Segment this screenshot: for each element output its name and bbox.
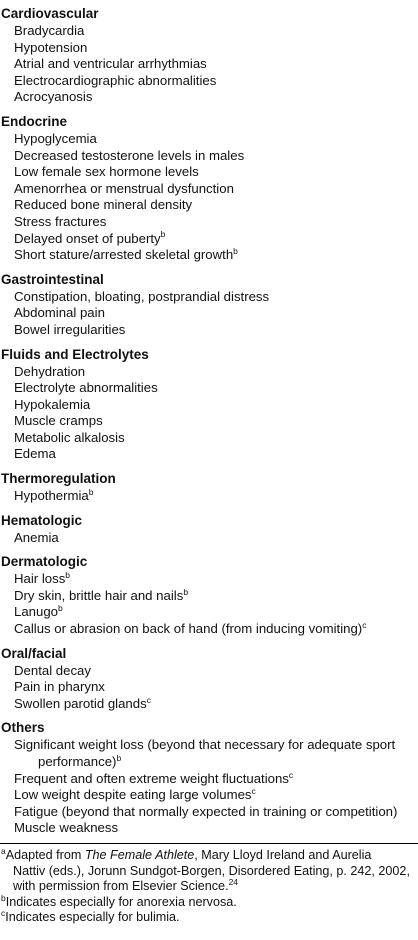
list-item: Frequent and often extreme weight fluctuations$^c$ xyxy=(14,769,294,786)
list-item: Low female sex hormone levels xyxy=(14,164,199,180)
section-title: Others xyxy=(1,720,45,736)
section-gastrointestinal xyxy=(0,268,418,339)
list-item: Abdominal pain xyxy=(14,305,105,321)
list-item: Hypokalemia xyxy=(14,396,91,412)
list-item: Dental decay xyxy=(14,662,91,678)
list-item: Amenorrhea or menstrual dysfunction xyxy=(14,180,234,196)
list-item: Short stature/arrested skeletal growth$^b$ xyxy=(14,246,238,263)
list-item: Callus or abrasion on back of hand (from inducing vomiting)$^c$ xyxy=(14,619,367,637)
footnote-marker: b xyxy=(116,752,122,763)
section-title: Thermoregulation xyxy=(1,471,116,487)
footnote-marker: c xyxy=(288,769,294,780)
footnote-marker: c xyxy=(362,619,367,630)
list-item: Dehydration xyxy=(14,363,86,379)
footnote-marker: c xyxy=(1,908,6,919)
list-item: Low weight despite eating large volumes$^c$ xyxy=(14,786,256,803)
list-item: Fatigue (beyond that normally expected in training or competition) xyxy=(14,803,398,819)
footnote-marker: b xyxy=(160,229,166,240)
footnote-marker: c xyxy=(146,694,151,705)
list-item: Hypothermia$^b$ xyxy=(14,486,94,504)
list-item: Constipation, bloating, postprandial distress xyxy=(14,288,270,304)
section-cardiovascular xyxy=(0,2,418,106)
list-item: Pain in pharynx xyxy=(14,679,105,695)
section-title: Cardiovascular xyxy=(1,6,99,21)
list-item: Electrocardiographic abnormalities xyxy=(14,72,217,88)
list-item: Muscle weakness xyxy=(14,820,119,836)
footnote-marker: b xyxy=(1,892,6,903)
footnote-marker: b xyxy=(233,246,238,257)
list-item: Bradycardia xyxy=(14,23,85,38)
section-hematologic xyxy=(0,509,418,547)
section-others xyxy=(0,716,418,837)
list-item: Swollen parotid glands$^c$ xyxy=(14,694,151,711)
list-item: Decreased testosterone levels in males xyxy=(14,147,245,163)
list-item: Stress fractures xyxy=(14,213,107,229)
footnote-b: $^b$Indicates especially for anorexia nervosa. xyxy=(1,892,237,909)
list-item: Lanugo$^b$ xyxy=(14,603,63,620)
list-item: Significant weight loss (beyond that necessary for adequate sport performance)$^b$ xyxy=(14,737,396,769)
list-item: Metabolic alkalosis xyxy=(14,429,125,445)
footnote-c: $^c$Indicates especially for bulimia. xyxy=(1,908,180,925)
section-dermatologic xyxy=(0,550,418,637)
footnote-marker: b xyxy=(58,603,63,614)
list-item: Hypoglycemia xyxy=(14,130,97,146)
section-title: Hematologic xyxy=(1,512,83,528)
book-title: The Female Athlete xyxy=(84,847,195,862)
section-title: Oral/facial xyxy=(1,645,67,661)
list-item: Dry skin, brittle hair and nails$^b$ xyxy=(14,586,189,603)
section-oral-facial xyxy=(0,642,418,713)
section-title: Gastrointestinal xyxy=(1,271,104,287)
footnote-marker: c xyxy=(251,786,256,797)
list-item: Hypotension xyxy=(14,39,88,55)
footnote-marker: b xyxy=(65,570,71,581)
list-item: Delayed onset of puberty$^b$ xyxy=(14,229,166,246)
section-title: Endocrine xyxy=(1,113,68,129)
list-item: Electrolyte abnormalities xyxy=(14,380,158,396)
footnote-marker: b xyxy=(183,586,189,597)
footnote-a: $^a$Adapted from The Female Athlete, Mary Lloyd Ireland and Aurelia Nattiv (eds.), Jorunn Sundgot-Borgen, Disordered Eating, p. 242, 2002, with permission from Elsevier Science.$^{24}$ xyxy=(1,845,410,894)
symptom-list xyxy=(0,2,418,837)
section-thermoregulation xyxy=(0,467,418,505)
list-item: Acrocyanosis xyxy=(14,89,93,105)
section-title: Dermatologic xyxy=(1,554,88,570)
reference-marker: 24 xyxy=(228,877,239,888)
footnote-divider xyxy=(0,843,418,844)
list-item: Edema xyxy=(14,446,56,462)
footnote-marker: a xyxy=(1,845,6,856)
list-item: Bowel irregularities xyxy=(14,321,126,337)
list-item: Anemia xyxy=(14,529,59,545)
list-item: Reduced bone mineral density xyxy=(14,197,193,213)
section-endocrine xyxy=(0,110,418,264)
footnote-marker: b xyxy=(88,486,94,497)
footnotes xyxy=(0,845,418,926)
list-item: Muscle cramps xyxy=(14,413,103,429)
list-item: Atrial and ventricular arrhythmias xyxy=(14,56,207,72)
section-title: Fluids and Electrolytes xyxy=(1,346,149,362)
section-fluids-electrolytes xyxy=(0,343,418,464)
list-item: Hair loss$^b$ xyxy=(14,570,71,587)
